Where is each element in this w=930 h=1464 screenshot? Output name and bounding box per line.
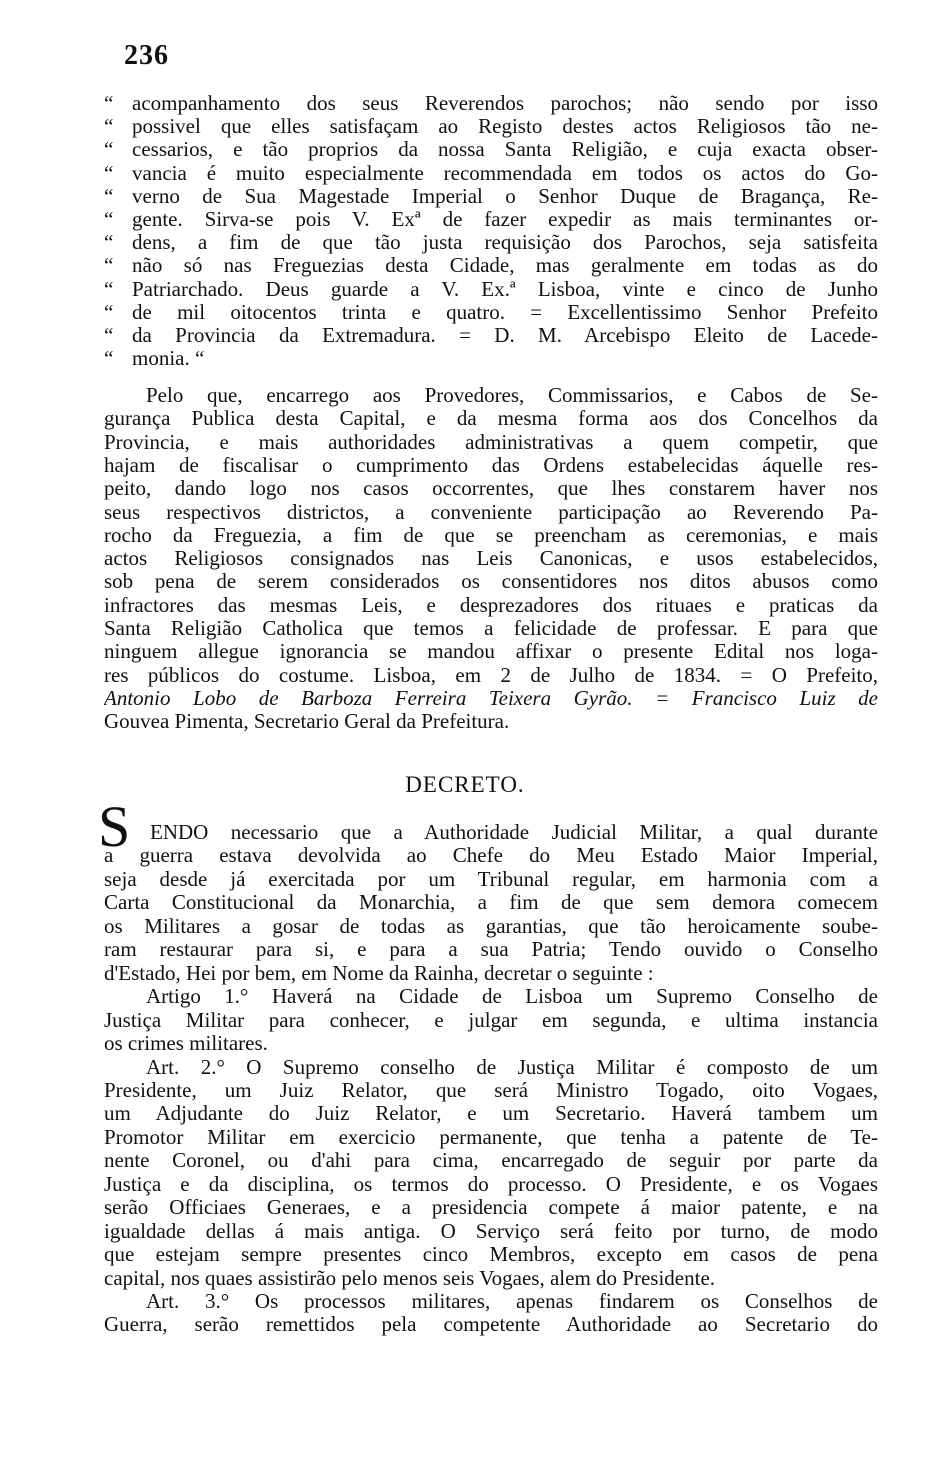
edital-line (104, 384, 878, 407)
line-text: Presidente, um Juiz Relator, que será Ministro Togado, oito Vogaes, (104, 1078, 878, 1102)
quote-mark: “ (104, 347, 114, 371)
edital-line (104, 640, 878, 663)
decreto-line (104, 1267, 878, 1290)
line-text: actos Religiosos consignados nas Leis Canonicas, e usos estabelecidos, (104, 547, 878, 571)
decreto-line (104, 1220, 878, 1243)
decreto-line (104, 1196, 878, 1219)
quoted-line (104, 138, 878, 161)
line-text: gente. Sirva-se pois V. Exª de fazer expedir as mais terminantes or- (132, 208, 878, 231)
line-text: ninguem allegue ignorancia se mandou affixar o presente Edital nos loga- (104, 640, 878, 664)
decreto-line (104, 1243, 878, 1266)
decreto-line (104, 1009, 878, 1032)
quoted-line (104, 231, 878, 254)
line-text: cessarios, e tão proprios da nossa Santa Religião, e cuja exacta obser- (132, 138, 878, 162)
edital-line (104, 664, 878, 687)
decreto-line (104, 915, 878, 938)
line-text: ENDO necessario que a Authoridade Judicial Militar, a qual durante (150, 821, 878, 844)
line-text: não só nas Freguezias desta Cidade, mas geralmente em todas as do (132, 254, 878, 278)
line-text: verno de Sua Magestade Imperial o Senhor Duque de Bragança, Re- (132, 184, 878, 208)
decreto-line (104, 1149, 878, 1172)
line-text: serão Officiaes Generaes, e a presidencia compete á maior patente, e na (104, 1196, 878, 1220)
quoted-line (104, 254, 878, 277)
decreto-line (104, 868, 878, 891)
line-text: hajam de fiscalisar o cumprimento das Ordens estabelecidas áquelle res- (104, 453, 878, 477)
line-text: monia. “ (132, 347, 205, 371)
edital-line (104, 454, 878, 477)
edital-line (104, 617, 878, 640)
edital-line (104, 431, 878, 454)
edital-line (104, 501, 878, 524)
decreto-line (104, 1290, 878, 1313)
line-text: Justiça e da disciplina, os termos do processo. O Presidente, e os Vogaes (104, 1172, 878, 1196)
line-text: possivel que elles satisfaçam ao Registo destes actos Religiosos tão ne- (132, 115, 878, 139)
line-text: Patriarchado. Deus guarde a V. Ex.ª Lisboa, vinte e cinco de Junho (132, 277, 878, 301)
quoted-line (104, 301, 878, 324)
quote-mark: “ (104, 138, 114, 162)
line-text: ram restaurar para si, e para a sua Patria; Tendo ouvido o Conselho (104, 938, 878, 962)
line-text: res públicos do costume. Lisboa, em 2 de Julho de 1834. = O Prefeito, (104, 663, 878, 687)
line-text: Santa Religião Catholica que temos a felicidade de professar. E para que (104, 617, 878, 640)
quoted-line (104, 208, 878, 231)
edital-line (104, 570, 878, 593)
quote-mark: “ (104, 208, 114, 231)
line-text: seja desde já exercitada por um Tribunal regular, em harmonia com a (104, 867, 878, 891)
line-text: capital, nos quaes assistirão pelo menos seis Vogaes, alem do Presidente. (104, 1266, 716, 1290)
decreto-heading: DECRETO. (405, 772, 525, 797)
line-text: Art. 2.° O Supremo conselho de Justiça Militar é composto de um (146, 1055, 878, 1079)
line-text: peito, dando logo nos casos occorrentes, que lhes constarem haver nos (104, 477, 878, 501)
decreto-line (104, 821, 878, 844)
quoted-line (104, 115, 878, 138)
decreto-line (104, 1079, 878, 1102)
line-text: igualdade dellas á mais antiga. O Serviço será feito por turno, de modo (104, 1219, 878, 1243)
quoted-line (104, 92, 878, 115)
line-text: gurança Publica desta Capital, e da mesma forma aos dos Concelhos da (104, 407, 878, 431)
line-text: Guerra, serão remettidos pela competente Authoridade ao Secretario do (104, 1313, 878, 1337)
line-text: Antonio Lobo de Barboza Ferreira Teixera Gyrão. = Francisco Luiz de (104, 686, 878, 710)
line-text: Justiça Militar para conhecer, e julgar em segunda, e ultima instancia (104, 1008, 878, 1032)
line-text: de mil oitocentos trinta e quatro. = Excellentissimo Senhor Prefeito (132, 300, 878, 324)
quoted-line (104, 278, 878, 301)
quote-mark: “ (104, 92, 114, 115)
line-text: os crimes militares. (104, 1032, 268, 1056)
edital-line (104, 407, 878, 430)
line-text: a guerra estava devolvida ao Chefe do Meu Estado Maior Imperial, (104, 844, 878, 868)
decreto-line (104, 844, 878, 867)
line-text: dens, a fim de que tão justa requisição dos Parochos, seja satisfeita (132, 231, 878, 255)
decreto-line (104, 891, 878, 914)
quote-mark: “ (104, 277, 114, 301)
decreto-line (104, 938, 878, 961)
line-text: nente Coronel, ou d'ahi para cima, encarregado de seguir por parte da (104, 1149, 878, 1173)
edital-line (104, 687, 878, 710)
line-text: infractores das mesmas Leis, e desprezadores dos rituaes e praticas da (104, 593, 878, 617)
line-text: os Militares a gosar de todas as garantias, que tão heroicamente soube- (104, 914, 878, 938)
decreto-line (104, 1126, 878, 1149)
decreto-line (104, 1313, 878, 1336)
edital-line (104, 594, 878, 617)
edital-line (104, 477, 878, 500)
line-text: Gouvea Pimenta, Secretario Geral da Prefeitura. (104, 710, 510, 734)
line-text: da Provincia da Extremadura. = D. M. Arcebispo Eleito de Lacede- (132, 324, 878, 347)
line-text: Pelo que, encarrego aos Provedores, Commissarios, e Cabos de Se- (146, 384, 878, 407)
edital-line (104, 547, 878, 570)
decreto-line (104, 1056, 878, 1079)
page-number: 236 (124, 40, 169, 71)
quote-mark: “ (104, 161, 114, 185)
quote-mark: “ (104, 231, 114, 255)
line-text: rocho da Freguezia, a fim de que se preencham as ceremonias, e mais (104, 523, 878, 547)
decreto-line (104, 962, 878, 985)
drop-cap: S (98, 794, 131, 859)
quoted-line (104, 185, 878, 208)
edital-line (104, 524, 878, 547)
line-text: d'Estado, Hei por bem, em Nome da Rainha, decretar o seguinte : (104, 961, 654, 985)
edital-line (104, 710, 878, 733)
line-text: vancia é muito especialmente recommendada em todos os actos do Go- (132, 161, 878, 185)
line-text: Art. 3.° Os processos militares, apenas findarem os Conselhos de (146, 1290, 878, 1313)
decreto-line (104, 985, 878, 1008)
line-text: Promotor Militar em exercicio permanente, que tenha a patente de Te- (104, 1125, 878, 1149)
quote-mark: “ (104, 184, 114, 208)
quoted-line (104, 162, 878, 185)
line-text: acompanhamento dos seus Reverendos parochos; não sendo por isso (132, 92, 878, 115)
line-text: Carta Constitucional da Monarchia, a fim de que sem demora comecem (104, 891, 878, 915)
quote-mark: “ (104, 254, 114, 278)
quote-mark: “ (104, 324, 114, 347)
line-text: que estejam sempre presentes cinco Membros, excepto em casos de pena (104, 1243, 878, 1267)
line-text: sob pena de serem considerados os consentidores nos ditos abusos como (104, 570, 878, 594)
line-text: Artigo 1.° Haverá na Cidade de Lisboa um Supremo Conselho de (146, 985, 878, 1009)
quote-mark: “ (104, 300, 114, 324)
decreto-line (104, 1032, 878, 1055)
line-text: Provincia, e mais authoridades administrativas a quem competir, que (104, 430, 878, 454)
decreto-line (104, 1102, 878, 1125)
line-text: seus respectivos districtos, a conveniente participação ao Reverendo Pa- (104, 500, 878, 524)
quoted-line (104, 324, 878, 347)
decreto-line (104, 1173, 878, 1196)
quoted-line (104, 347, 878, 370)
line-text: um Adjudante do Juiz Relator, e um Secretario. Haverá tambem um (104, 1102, 878, 1126)
quote-mark: “ (104, 115, 114, 139)
